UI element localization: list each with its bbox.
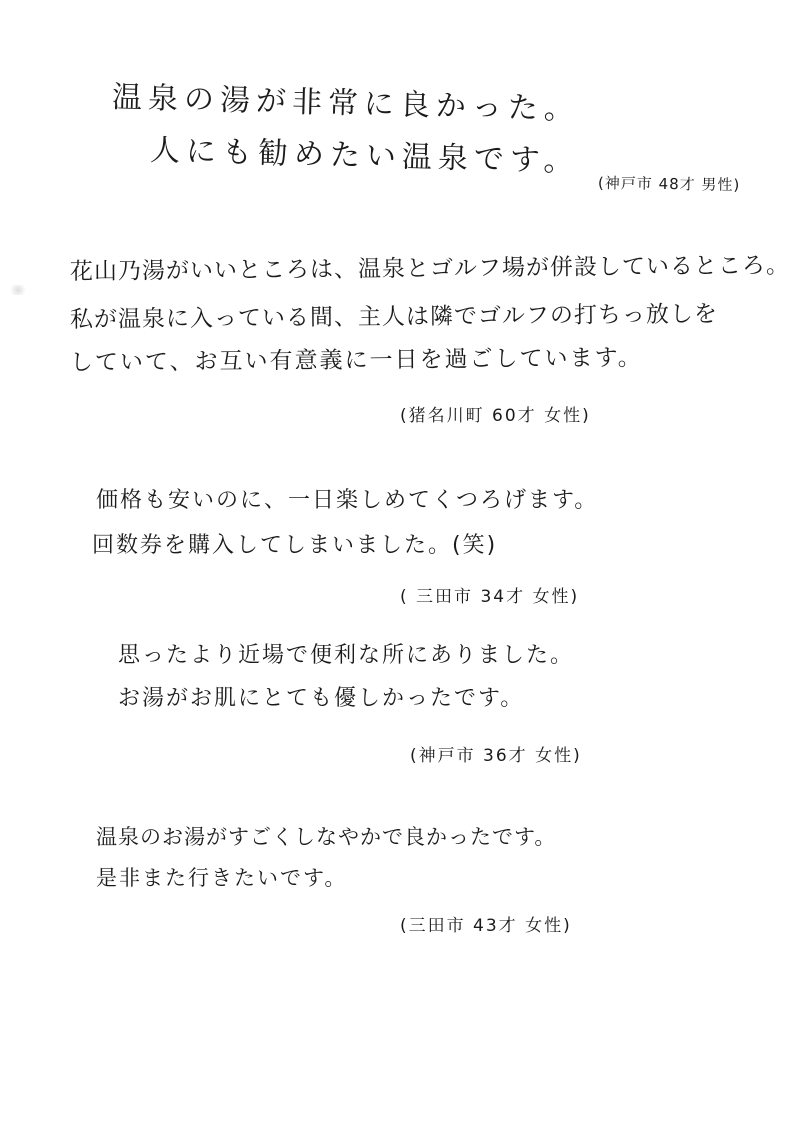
comment-3-line-1: 価格も安いのに、一日楽しめてくつろげます。 <box>96 488 599 513</box>
comment-3-attribution: ( 三田市 34才 女性) <box>400 587 580 607</box>
comment-4-line-1: 思ったより近場で便利な所にありました。 <box>118 643 575 668</box>
comment-2-attribution: (猪名川町 60才 女性) <box>400 406 591 426</box>
comment-5-line-1: 温泉のお湯がすごくしなやかで良かったです。 <box>96 825 557 849</box>
comment-5-attribution: (三田市 43才 女性) <box>400 916 572 936</box>
comment-2-line-2: 私が温泉に入っている間、主人は隣でゴルフの打ちっ放しを <box>69 301 719 333</box>
comment-1-attribution: (神戸市 48才 男性) <box>597 174 741 194</box>
comment-4-attribution: (神戸市 36才 女性) <box>410 746 582 766</box>
comment-3-line-2: 回数券を購入してしまいました。(笑) <box>92 533 498 558</box>
comment-2-line-1: 花山乃湯がいいところは、温泉とゴルフ場が併設しているところ。 <box>69 252 791 285</box>
comment-5-line-2: 是非また行きたいです。 <box>96 866 348 890</box>
comment-1-line-1: 温泉の湯が非常に良かった。 <box>111 80 581 128</box>
comment-4-line-2: お湯がお肌にとても優しかったです。 <box>118 686 525 711</box>
comment-1-line-2: 人にも勧めたい温泉です。 <box>149 133 580 180</box>
comment-2-line-3: していて、お互い有意義に一日を過ごしています。 <box>69 345 643 376</box>
scan-smudge <box>8 285 28 295</box>
